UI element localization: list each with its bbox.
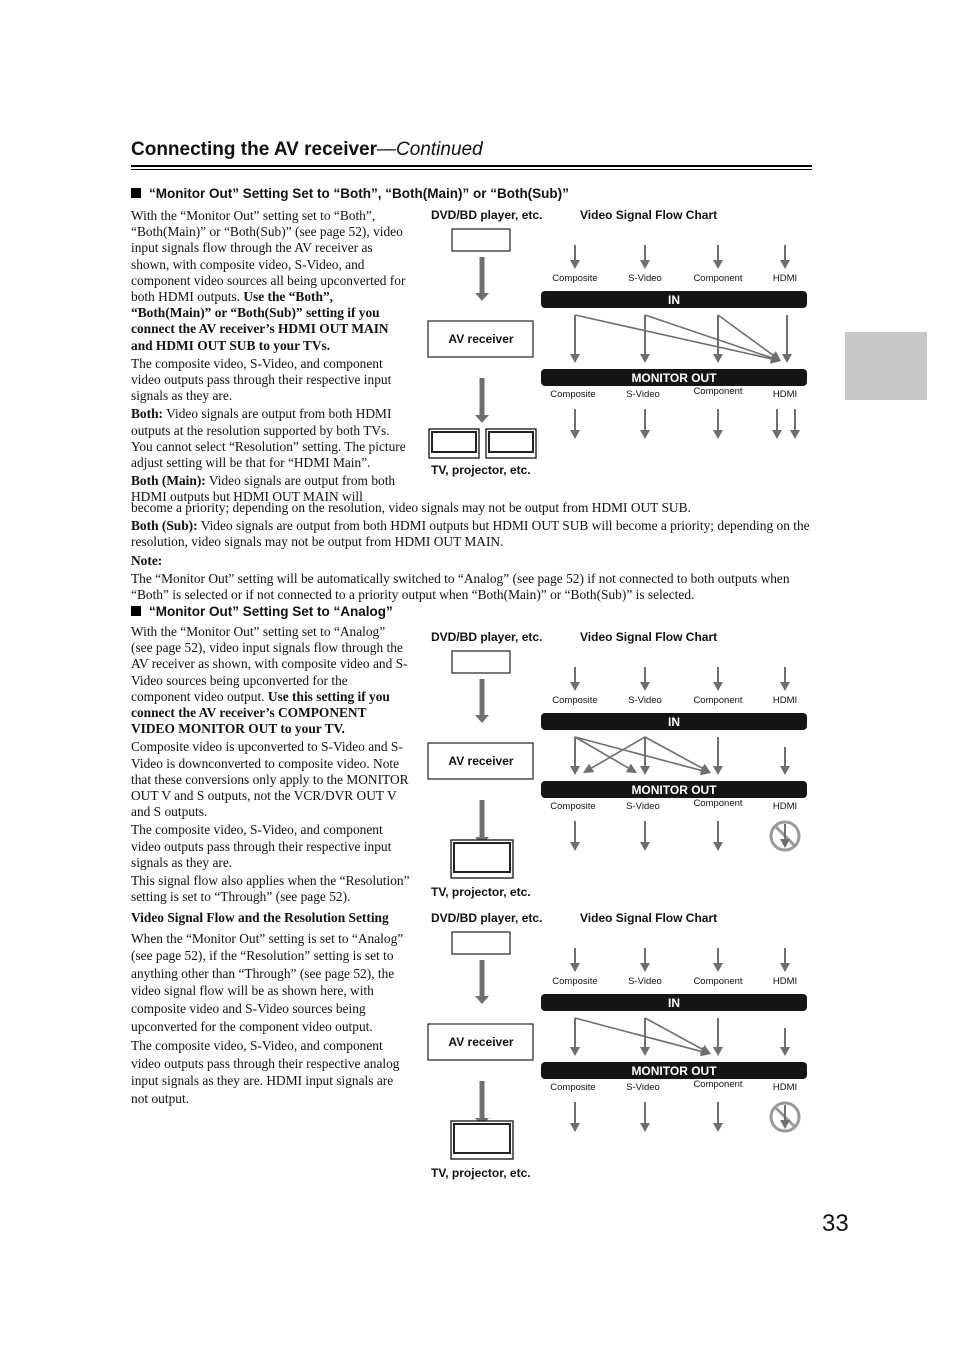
d-both-tv-main-screen [432, 432, 476, 452]
d-analog-feed-arrow-head [475, 715, 489, 723]
section1-fulltext [131, 500, 813, 605]
d-res-in-arrow-3-head [780, 963, 790, 972]
d-res-in-arrow-2-head [713, 963, 723, 972]
d-both-tv-sub-screen [489, 432, 533, 452]
d-analog-in-label-1: S-Video [628, 695, 662, 706]
section2-para1: With the “Monitor Out” setting set to “Analog” (see page 52), video input signals flow through the AV receiver as shown, with composite video and S-Video sources being upconverted for the component video output. Use this setting if you connect the AV receiver’s COMPONENT VIDEO MONITOR OUT to your TV. [131, 624, 408, 737]
d-res-out-label-1: S-Video [626, 1082, 660, 1093]
bullet-square-icon [131, 606, 141, 616]
d-analog-out-hdmi-blocked-arrow-head [780, 839, 790, 848]
d-analog-in-label-0: Composite [552, 695, 598, 706]
d-both-source-label: DVD/BD player, etc. [431, 208, 543, 222]
d-both-out-composite-head [570, 430, 580, 439]
d-analog-upconv-svideo-line [575, 737, 628, 768]
d-analog-out-bar-label: MONITOR OUT [631, 783, 717, 797]
d-res-pass-component-head [713, 1047, 723, 1056]
d-analog-out-label-3: HDMI [772, 801, 798, 812]
d-analog-upconv-comp-from-composite-line [575, 737, 701, 770]
section1-both: Both: Video signals are output from both HDMI outputs at the resolution supported by both TVs. You cannot select “Resolution” setting. The picture adjust setting will be that for “HDMI Main”. [131, 406, 406, 471]
d-both-tv-label: TV, projector, etc. [431, 463, 531, 477]
d-both-tv-arrow-head [475, 415, 489, 423]
d-analog-tv-screen [454, 843, 510, 872]
d-both-pass-component-head [713, 354, 723, 363]
d-both-up-composite-line [575, 315, 771, 359]
d-both-receiver-label: AV receiver [448, 332, 514, 346]
header-rule [131, 165, 812, 167]
d-analog-chart-label: Video Signal Flow Chart [580, 630, 718, 644]
d-analog-downconv-composite-line [592, 737, 645, 768]
d-analog-out-svideo-head [640, 842, 650, 851]
d-analog-tv-label: TV, projector, etc. [431, 885, 531, 899]
d-analog-out-label-2: Component [693, 798, 743, 809]
flow-diagram-analog [425, 627, 805, 907]
d-res-in-arrow-1-head [640, 963, 650, 972]
d-both-in-arrow-2-head [713, 260, 723, 269]
section1-para1: With the “Monitor Out” setting set to “Both”, “Both(Main)” or “Both(Sub)” (see page 52), video input signals flow through the AV receiver as shown, with composite video, S-Video, and component video sources all being upconverted for both HDMI outputs. Use the “Both”, “Both(Main)” or “Both(Sub)” setting if you connect the AV receiver’s HDMI OUT MAIN and HDMI OUT SUB to your TVs. [131, 208, 406, 353]
section2-para5: When the “Monitor Out” setting is set to “Analog” (see page 52), if the “Resolution” setting is set to anything other than “Through” (see page 52), the video signal flow will be as shown here, with composite video and S-Video sources being upconverted for the component video output. [131, 930, 404, 1034]
d-res-source-label: DVD/BD player, etc. [431, 911, 543, 925]
d-both-out-component-head [713, 430, 723, 439]
d-both-pass-hdmi-head [782, 354, 792, 363]
section1-bothmain-cont: become a priority; depending on the resolution, video signals may not be output from HDMI OUT SUB. [131, 500, 691, 515]
page-title: Connecting the AV receiver—Continued [131, 139, 483, 160]
d-res-in-label-1: S-Video [628, 976, 662, 987]
d-res-out-label-3: HDMI [772, 1082, 798, 1093]
flow-diagram-resolution-svg [425, 908, 810, 1183]
section1-bothmain: Both (Main): Video signals are output from both HDMI outputs but HDMI OUT MAIN will [131, 473, 396, 505]
d-res-out-component-head [713, 1123, 723, 1132]
d-analog-out-label-0: Composite [550, 801, 596, 812]
d-both-out-label-0: Composite [550, 389, 596, 400]
d-analog-hdmi-in-head [780, 766, 790, 775]
section1-heading: “Monitor Out” Setting Set to “Both”, “Both(Main)” or “Both(Sub)” [131, 186, 569, 201]
d-res-feed-arrow-head [475, 996, 489, 1004]
section2-para3: The composite video, S-Video, and component video outputs pass through their respective input signals as they are. [131, 822, 392, 870]
d-both-out-hdmi-main-head [772, 430, 782, 439]
d-res-out-svideo-head [640, 1123, 650, 1132]
d-both-in-arrow-1-head [640, 260, 650, 269]
d-both-feed-arrow-head [475, 293, 489, 301]
d-analog-dvd-box [452, 651, 510, 673]
d-both-out-bar-label: MONITOR OUT [631, 371, 717, 385]
section1-para2: The composite video, S-Video, and component video outputs pass through their respective input signals as they are. [131, 355, 392, 404]
d-analog-out-component-head [713, 842, 723, 851]
flow-diagram-both-svg [425, 205, 810, 485]
d-both-up-svideo-line [645, 315, 772, 358]
d-res-out-composite-head [570, 1123, 580, 1132]
d-analog-in-label-3: HDMI [772, 695, 798, 706]
d-analog-in-arrow-0-head [570, 682, 580, 691]
section2-heading: “Monitor Out” Setting Set to “Analog” [131, 604, 393, 619]
d-both-out-label-2: Component [693, 386, 743, 397]
d-both-in-label-2: Component [693, 273, 743, 284]
flow-diagram-both [425, 205, 805, 485]
d-both-pass-svideo-head [640, 354, 650, 363]
resolution-subheading: Video Signal Flow and the Resolution Setting [131, 910, 389, 925]
section1-bothsub: Both (Sub): Video signals are output from both HDMI outputs but HDMI OUT SUB will become a priority; depending on the resolution, video signals may not be output from HDMI OUT MAIN. [131, 518, 810, 550]
d-both-out-label-3: HDMI [772, 389, 798, 400]
d-both-in-label-3: HDMI [772, 273, 798, 284]
d-both-pass-composite-head [570, 354, 580, 363]
d-both-dvd-box [452, 229, 510, 251]
d-res-in-bar-label: IN [668, 996, 680, 1010]
d-res-out-label-0: Composite [550, 1082, 596, 1093]
d-res-out-label-2: Component [693, 1079, 743, 1090]
d-both-in-label-1: S-Video [628, 273, 662, 284]
d-both-in-label-0: Composite [552, 273, 598, 284]
d-both-chart-label: Video Signal Flow Chart [580, 208, 718, 222]
d-analog-in-arrow-3-head [780, 682, 790, 691]
bullet-square-icon [131, 188, 141, 198]
d-res-in-arrow-0-head [570, 963, 580, 972]
note-text: The “Monitor Out” setting will be automatically switched to “Analog” (see page 52) if not connected to both outputs when “Both” is selected or if not connected to a priority output when “Both(Main)” or “Both(Sub)” is selected. [131, 570, 790, 603]
d-res-out-hdmi-blocked-arrow-head [780, 1120, 790, 1129]
d-res-upconv-comp-from-composite-line [575, 1018, 701, 1051]
note-label: Note: [131, 552, 163, 568]
section2-para2: Composite video is upconverted to S-Video and S-Video is downconverted to composite video. Note that these conversions only apply to the MONITOR OUT V and S outputs, not the VCR/DVR OUT V and S outputs. [131, 739, 409, 820]
d-analog-in-arrow-2-head [713, 682, 723, 691]
d-analog-pass-composite-head [570, 766, 580, 775]
d-res-out-bar-label: MONITOR OUT [631, 1064, 717, 1078]
d-res-in-label-3: HDMI [772, 976, 798, 987]
d-both-in-arrow-0-head [570, 260, 580, 269]
d-res-hdmi-in-head [780, 1047, 790, 1056]
d-analog-pass-component-head [713, 766, 723, 775]
d-analog-in-label-2: Component [693, 695, 743, 706]
section2-text [131, 624, 410, 907]
d-both-in-arrow-3-head [780, 260, 790, 269]
d-analog-out-composite-head [570, 842, 580, 851]
d-res-tv-label: TV, projector, etc. [431, 1166, 531, 1180]
chapter-tab [845, 332, 927, 400]
d-both-in-bar-label: IN [668, 293, 680, 307]
d-res-tv-screen [454, 1124, 510, 1153]
d-both-out-hdmi-sub-head [790, 430, 800, 439]
d-both-out-label-1: S-Video [626, 389, 660, 400]
header-rule-thin [131, 169, 812, 170]
d-res-in-label-0: Composite [552, 976, 598, 987]
flow-diagram-resolution [425, 908, 805, 1183]
d-analog-receiver-label: AV receiver [448, 754, 514, 768]
section1-text [131, 208, 410, 508]
d-res-in-label-2: Component [693, 976, 743, 987]
section2-para4: This signal flow also applies when the “Resolution” setting is set to “Through” (see page 52). [131, 873, 410, 905]
d-analog-pass-svideo-head [640, 766, 650, 775]
d-res-chart-label: Video Signal Flow Chart [580, 911, 718, 925]
d-res-pass-composite-head [570, 1047, 580, 1056]
d-analog-in-arrow-1-head [640, 682, 650, 691]
d-analog-in-bar-label: IN [668, 715, 680, 729]
d-res-receiver-label: AV receiver [448, 1035, 514, 1049]
d-both-out-svideo-head [640, 430, 650, 439]
d-res-pass-svideo-head [640, 1047, 650, 1056]
d-res-dvd-box [452, 932, 510, 954]
section2-resolution-text [131, 909, 410, 1110]
d-analog-out-label-1: S-Video [626, 801, 660, 812]
section2-para6: The composite video, S-Video, and component video outputs pass through their respective analog input signals as they are. HDMI input signals are not output. [131, 1038, 400, 1106]
page-number: 33 [822, 1210, 849, 1237]
flow-diagram-analog-svg [425, 627, 810, 907]
d-analog-source-label: DVD/BD player, etc. [431, 630, 543, 644]
